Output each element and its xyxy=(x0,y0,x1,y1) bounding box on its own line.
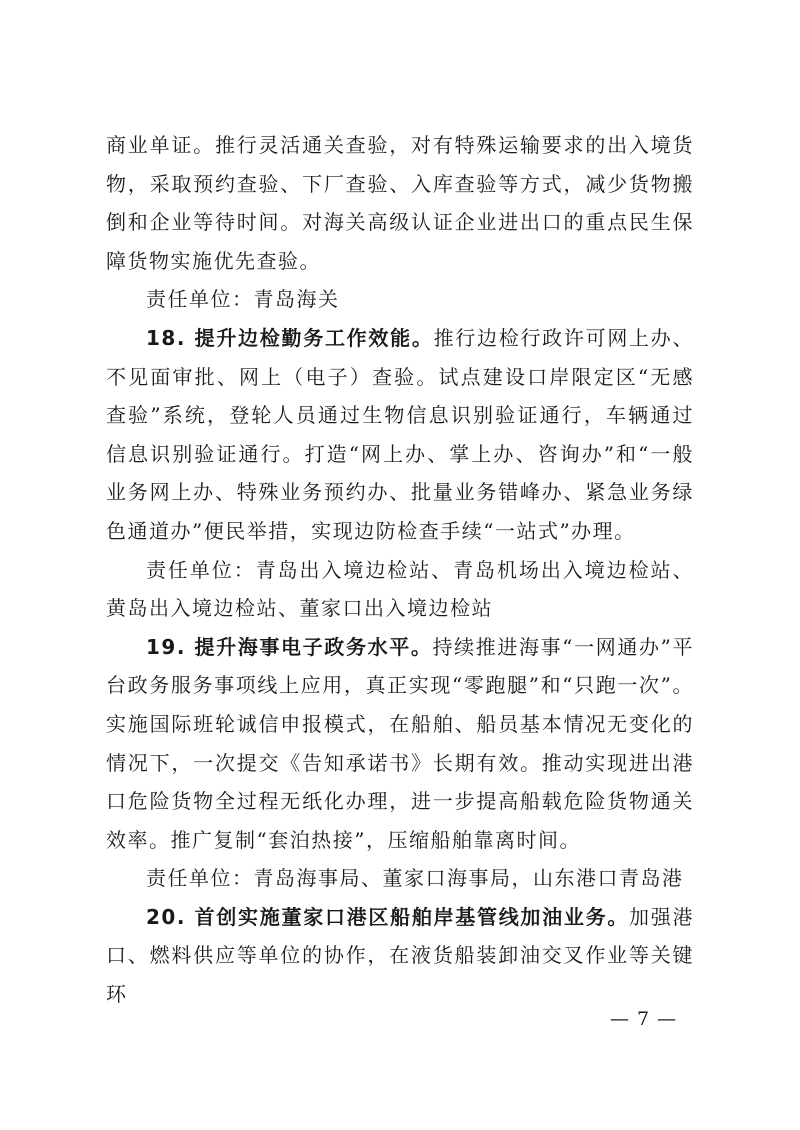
responsible-unit-value: 青岛海事局、董家口海事局，山东港口青岛港 xyxy=(253,866,684,891)
responsible-unit-line xyxy=(106,280,694,319)
responsible-unit-label: 责任单位： xyxy=(146,557,256,582)
item-18-paragraph xyxy=(106,319,694,551)
responsible-unit-value: 青岛海关 xyxy=(253,287,340,312)
item-20-paragraph xyxy=(106,898,694,1014)
document-body xyxy=(106,126,694,1014)
paragraph-text: 商业单证。推行灵活通关查验，对有特殊运输要求的出入境货物，采取预约查验、下厂查验、入库查验等方式，减少货物搬倒和企业等待时间。对海关高级认证企业进出口的重点民生保障货物实施优先查验。 xyxy=(106,133,694,273)
page-number: — 7 — xyxy=(610,1008,678,1030)
item-19-heading: 19. 提升海事电子政务水平。 xyxy=(146,634,433,659)
responsible-unit-value: 青岛出入境边检站、青岛机场出入境边检站、黄岛出入境边检站、董家口出入境边检站 xyxy=(106,557,694,621)
item-19-text: 持续推进海事“一网通办”平台政务服务事项线上应用，真正实现“零跑腿”和“只跑一次”。实施国际班轮诚信申报模式，在船舶、船员基本情况无变化的情况下，一次提交《告知承诺书》长期有效。推动实现进出港口危险货物全过程无纸化办理，进一步提高船载危险货物通关效率。推广复制“套泊热接”，压缩船舶靠离时间。 xyxy=(106,634,694,852)
item-19-paragraph xyxy=(106,628,694,860)
responsible-unit-line xyxy=(106,859,694,898)
item-18-text: 推行边检行政许可网上办、不见面审批、网上（电子）查验。试点建设口岸限定区“无感查验”系统，登轮人员通过生物信息识别验证通行，车辆通过信息识别验证通行。打造“网上办、掌上办、咨询办”和“一般业务网上办、特殊业务预约办、批量业务错峰办、紧急业务绿色通道办”便民举措，实现边防检查手续“一站式”办理。 xyxy=(106,325,694,543)
item-18-heading: 18. 提升边检勤务工作效能。 xyxy=(146,325,434,350)
responsible-unit-line xyxy=(106,551,694,628)
responsible-unit-label: 责任单位： xyxy=(146,287,254,312)
item-20-heading: 20. 首创实施董家口港区船舶岸基管线加油业务。 xyxy=(146,904,630,929)
responsible-unit-label: 责任单位： xyxy=(146,866,254,891)
paragraph-continuation xyxy=(106,126,694,280)
item-20-text: 加强港口、燃料供应等单位的协作，在液货船装卸油交叉作业等关键环 xyxy=(106,904,694,1007)
